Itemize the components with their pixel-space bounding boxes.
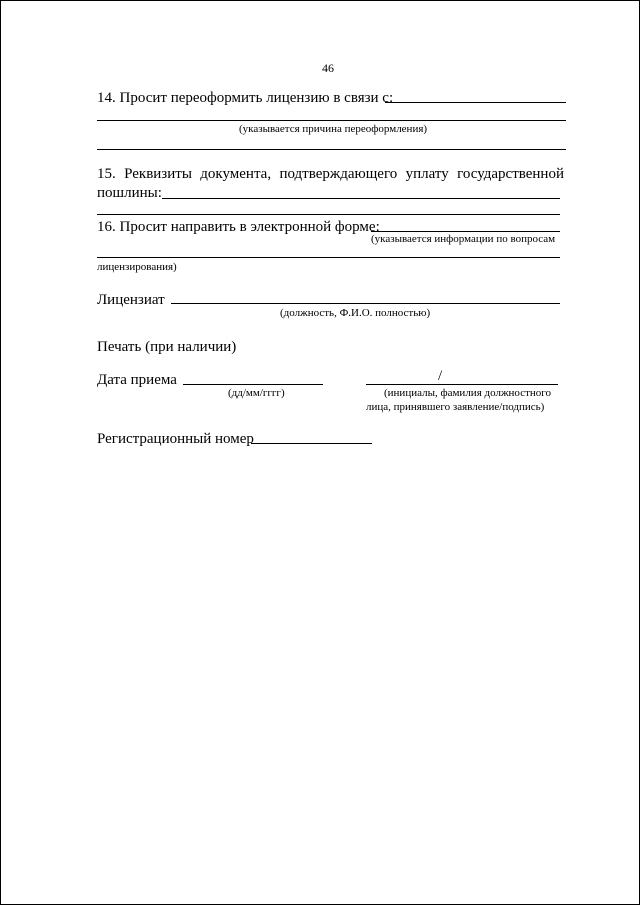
official-caption-line2: лица, принявшего заявление/подпись) [366, 401, 545, 413]
item15-payment-field-line2[interactable] [97, 214, 560, 215]
official-slash: / [438, 368, 443, 384]
registration-label: Регистрационный номер [97, 431, 254, 447]
reception-date-label: Дата приема [97, 372, 177, 388]
registration-number-field[interactable] [251, 443, 372, 444]
licensee-label: Лицензиат [97, 292, 165, 308]
item14-label: 14. Просит переоформить лицензию в связи с: [97, 90, 394, 106]
official-signature-field[interactable] [366, 384, 558, 385]
item15-label-line1: 15. Реквизиты документа, подтверждающего уплату государственной [97, 166, 564, 182]
reception-date-field[interactable] [183, 384, 323, 385]
reception-date-caption: (дд/мм/гггг) [228, 387, 285, 399]
item14-reason-field-line3[interactable] [97, 149, 566, 150]
item15-label-line2: пошлины: [97, 185, 162, 201]
page-number: 46 [322, 61, 334, 75]
licensee-field[interactable] [171, 303, 560, 304]
item15-payment-field[interactable] [162, 198, 560, 199]
item14-reason-field-line2[interactable] [97, 120, 566, 121]
seal-label: Печать (при наличии) [97, 339, 237, 355]
licensee-caption: (должность, Ф.И.О. полностью) [280, 307, 431, 319]
official-caption-line1: (инициалы, фамилия должностного [384, 387, 552, 399]
item16-electronic-field[interactable] [371, 231, 560, 232]
item16-electronic-field-line2[interactable] [97, 257, 560, 258]
item16-label: 16. Просит направить в электронной форме: [97, 219, 380, 235]
item16-caption-line2: лицензирования) [97, 261, 177, 273]
item14-reason-field[interactable] [385, 102, 566, 103]
item16-caption-line1: (указывается информации по вопросам [371, 233, 556, 245]
item14-caption: (указывается причина переоформления) [239, 123, 428, 135]
